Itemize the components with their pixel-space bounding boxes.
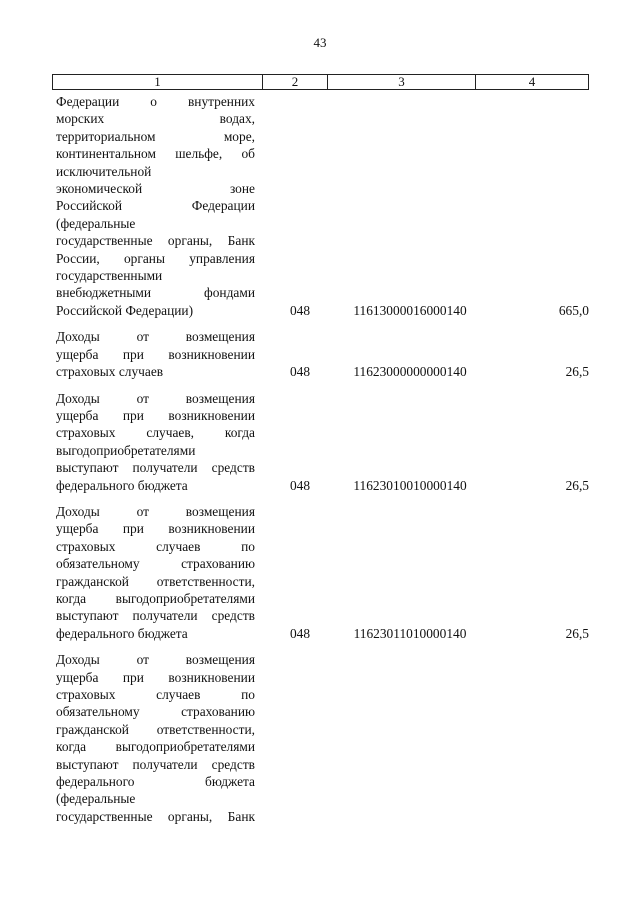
row-budget-code: 11623000000000140: [353, 364, 467, 380]
header-col-2: 2: [263, 75, 328, 89]
description-line: государственные органы, Банк: [56, 233, 255, 249]
row-description: [56, 328, 255, 380]
description-line: России, органы управления: [56, 250, 255, 266]
description-line: Доходы от возмещения: [56, 329, 255, 345]
description-line: обязательному страхованию: [56, 704, 255, 720]
row-sum: 665,0: [558, 302, 589, 318]
description-line: государственными: [56, 268, 163, 284]
header-col-4: 4: [528, 74, 536, 89]
description-line: государственные органы, Банк: [56, 808, 255, 824]
row-budget-code: 11623011010000140: [353, 625, 467, 641]
description-line: ущерба при возникновении: [56, 346, 255, 362]
description-line: страховых случаев по: [56, 687, 255, 702]
description-line: ущерба при возникновении: [56, 669, 255, 685]
row-description: [56, 93, 255, 319]
row-admin-code: 048: [289, 364, 311, 380]
description-line: Российской Федерации): [56, 302, 194, 318]
description-line: федерального бюджета: [56, 477, 188, 493]
description-line: исключительной: [56, 163, 152, 179]
table-row: [56, 651, 589, 825]
description-line: Доходы от возмещения: [56, 503, 255, 519]
row-budget-code: 11623010010000140: [353, 477, 467, 493]
description-line: экономической зоне: [56, 181, 255, 197]
description-line: выступают получатели средств: [56, 608, 255, 624]
table-row: [56, 93, 589, 319]
table-body: [56, 93, 589, 834]
description-line: Российской Федерации: [56, 198, 255, 214]
header-col-1: 1: [53, 75, 263, 89]
description-line: федерального бюджета: [56, 774, 255, 790]
row-sum: 26,5: [565, 364, 589, 380]
description-line: федерального бюджета: [56, 625, 188, 641]
row-description: [56, 390, 255, 494]
header-col-3: 3: [328, 75, 476, 89]
row-admin-code: 048: [289, 477, 311, 493]
description-line: когда выгодоприобретателями: [56, 739, 255, 755]
description-line: выступают получатели средств: [56, 756, 255, 772]
row-description: [56, 503, 255, 642]
description-line: ущерба при возникновении: [56, 521, 255, 537]
table-row: [56, 503, 589, 642]
description-line: Доходы от возмещения: [56, 390, 255, 406]
description-line: (федеральные: [56, 215, 136, 231]
description-line: страховых случаев по: [56, 538, 255, 554]
description-line: ущерба при возникновении: [56, 407, 255, 423]
description-line: гражданской ответственности,: [56, 573, 255, 589]
description-line: когда выгодоприобретателями: [56, 590, 255, 606]
description-line: (федеральные: [56, 791, 136, 807]
description-line: континентальном шельфе, об: [56, 146, 255, 162]
row-description: [56, 651, 255, 825]
row-budget-code: 11613000016000140: [353, 302, 467, 318]
description-line: выгодоприобретателями: [56, 442, 196, 458]
description-line: Федерации о внутренних: [56, 94, 255, 109]
description-line: территориальном море,: [56, 128, 255, 144]
description-line: выступают получатели средств: [56, 460, 255, 476]
row-sum: 26,5: [565, 477, 589, 493]
table-row: [56, 328, 589, 380]
description-line: внебюджетными фондами: [56, 285, 255, 301]
row-admin-code: 048: [289, 625, 311, 641]
row-admin-code: 048: [289, 302, 311, 318]
page-number: 43: [313, 35, 327, 50]
description-line: Доходы от возмещения: [56, 652, 255, 668]
description-line: страховых случаев, когда: [56, 425, 255, 441]
description-line: гражданской ответственности,: [56, 721, 255, 737]
description-line: морских водах,: [56, 111, 255, 127]
description-line: обязательному страхованию: [56, 556, 255, 572]
table-row: [56, 390, 589, 494]
row-sum: 26,5: [565, 625, 589, 641]
description-line: страховых случаев: [56, 364, 164, 380]
table-header: [52, 74, 589, 90]
